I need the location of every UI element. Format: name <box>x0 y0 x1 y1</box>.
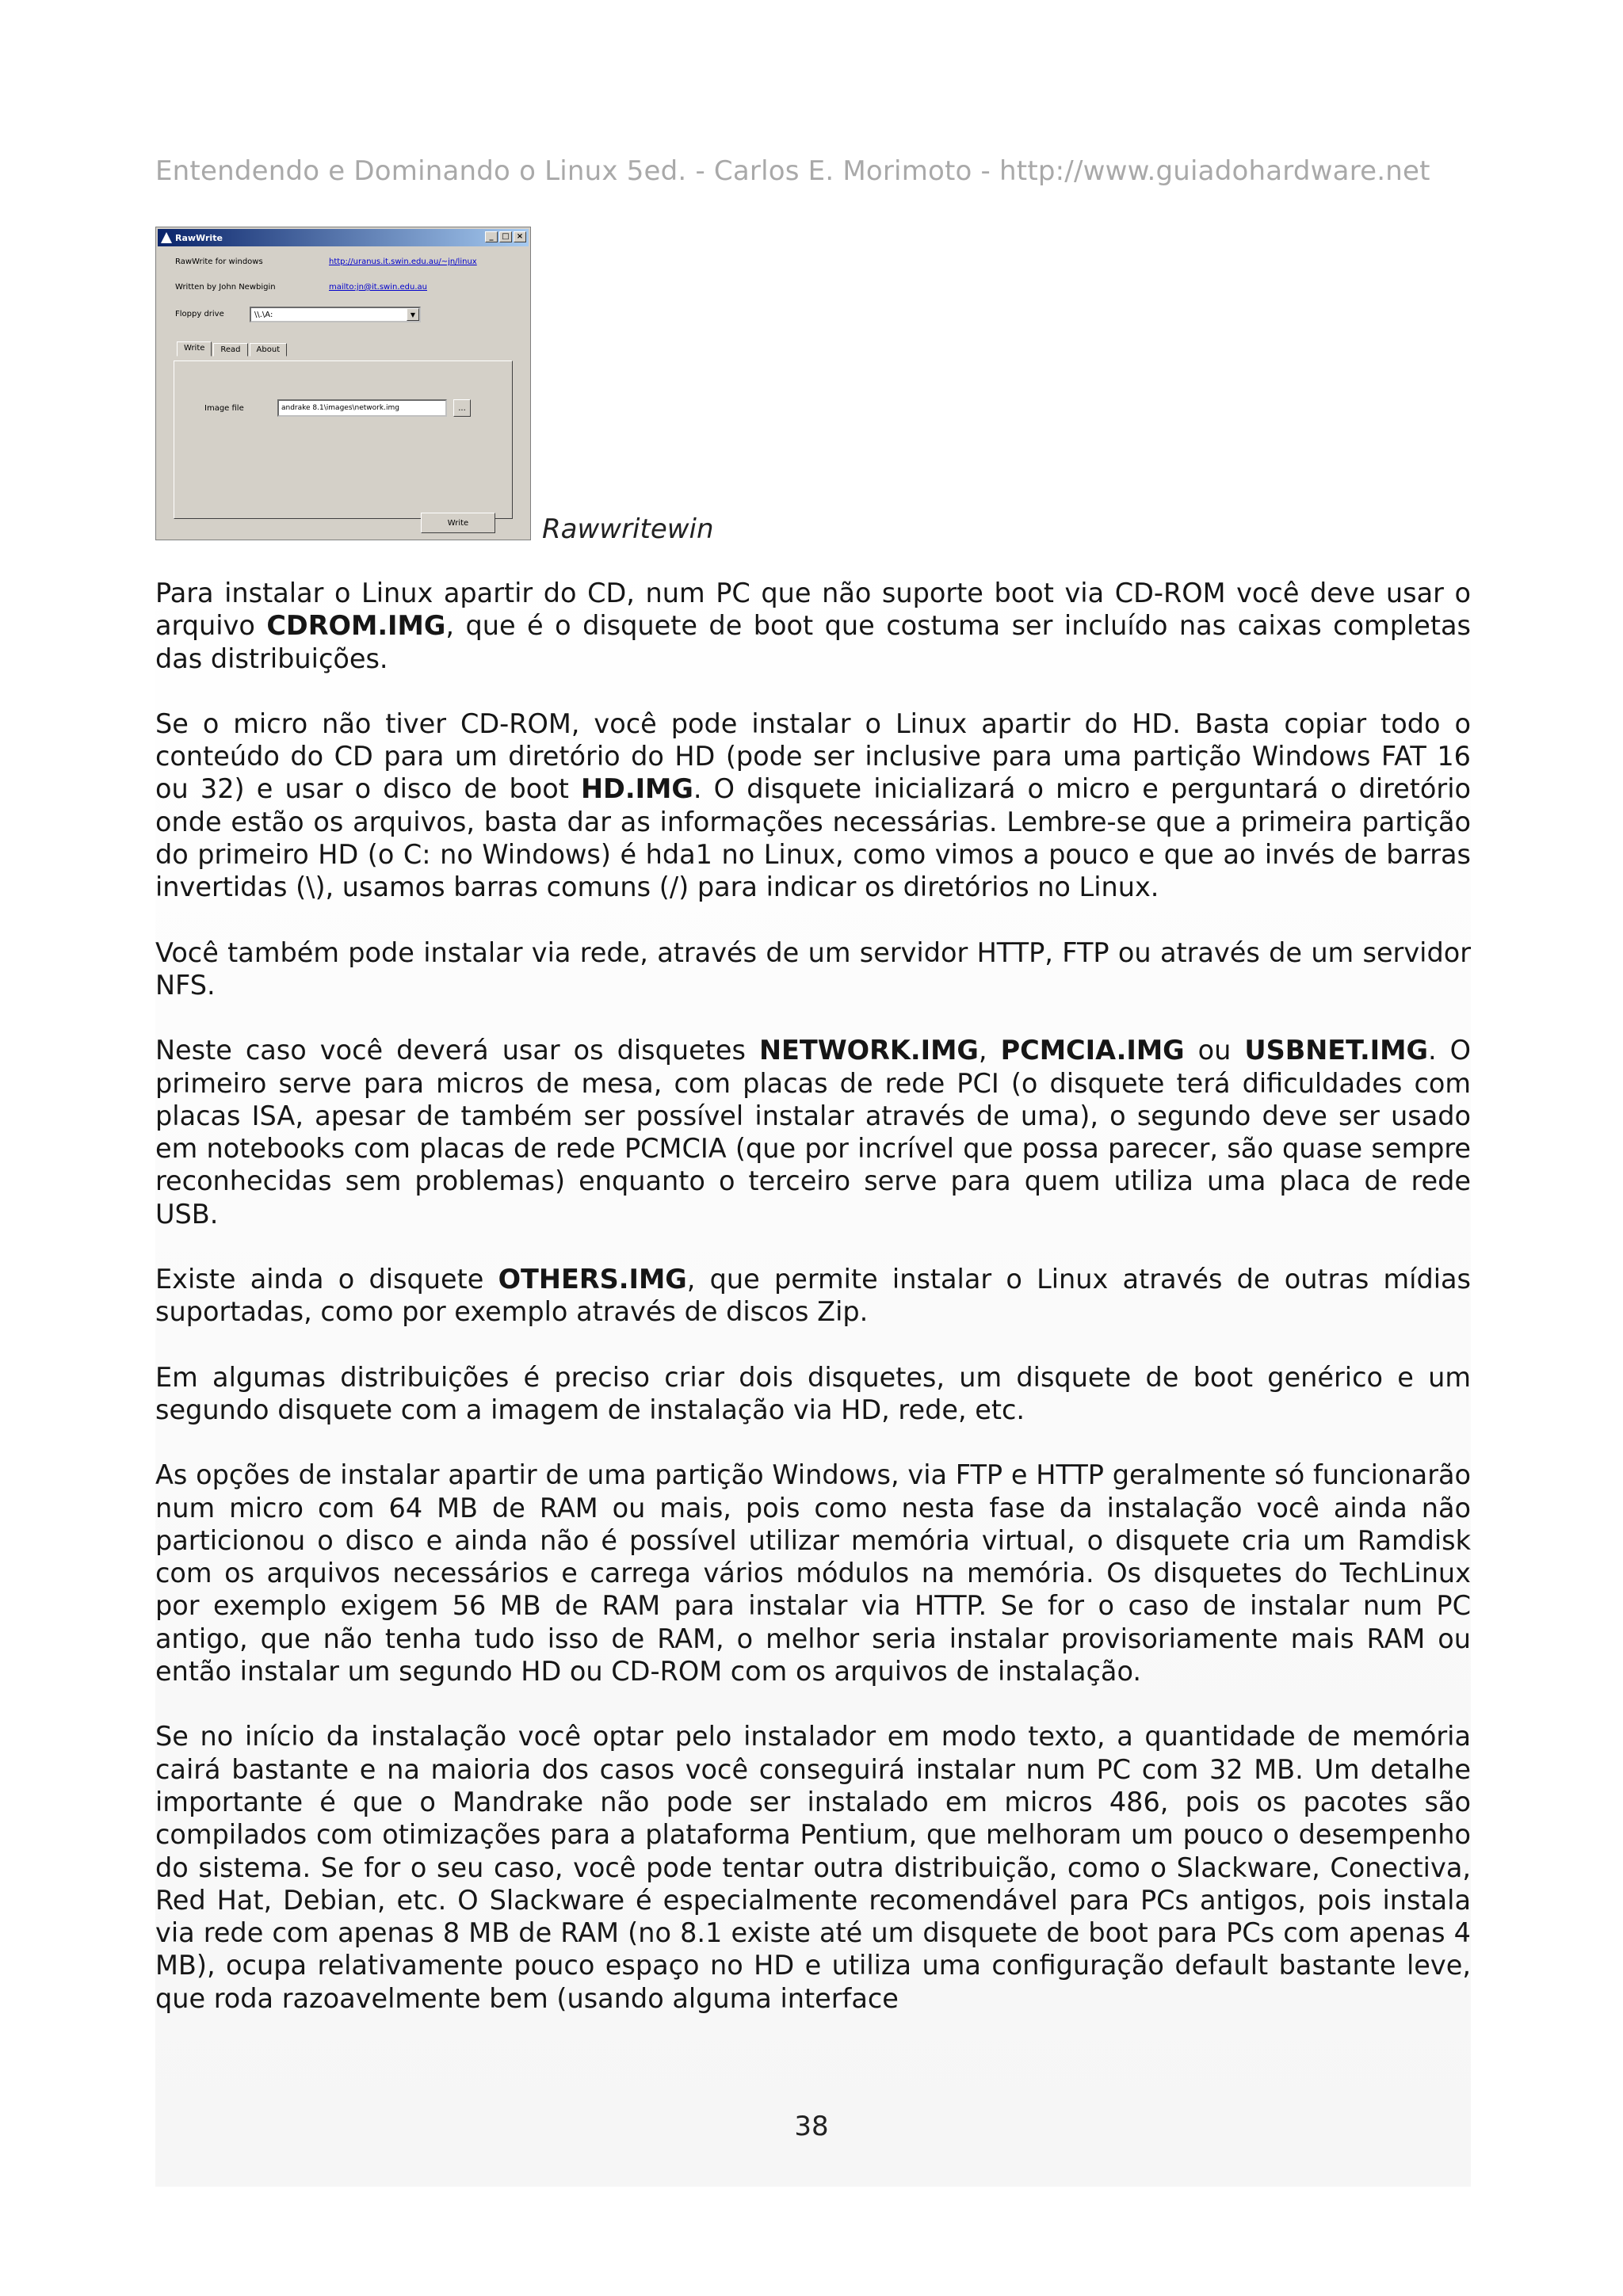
page-number: 38 <box>794 2111 829 2142</box>
tab-read: Read <box>213 343 247 357</box>
cdrom-img-term: CDROM.IMG <box>266 610 446 642</box>
pcmcia-img-term: PCMCIA.IMG <box>1000 1035 1185 1066</box>
window-title: RawWrite <box>175 232 223 243</box>
close-icon: × <box>514 231 526 242</box>
figure-caption: Rawwritewin <box>542 513 714 545</box>
others-img-term: OTHERS.IMG <box>498 1264 687 1295</box>
chevron-down-icon: ▼ <box>407 308 419 321</box>
browse-button: ... <box>453 399 471 417</box>
paragraph-2: Se o micro não tiver CD-ROM, você pode instalar o Linux apartir do HD. Basta copiar todo o conteúdo do CD para um diretório do HD (pode ser inclusive para uma partição Windows FAT 16 ou 32) e usar o disco de boot HD.IMG. O disquete inicializará o micro e perguntará o diretório onde estão os arquivos, basta dar as informações necessárias. Lembre-se que a primeira partição do primeiro HD (o C: no Windows) é hda1 no Linux, como vimos a pouco e que ao invés de barras invertidas (\), usamos barras comuns (/) para indicar os diretórios no Linux. <box>155 707 1471 903</box>
tab-strip <box>177 343 288 357</box>
email-link: mailto:jn@it.swin.edu.au <box>329 283 427 292</box>
tab-about: About <box>250 343 288 357</box>
write-tab-panel <box>174 360 513 519</box>
network-img-term: NETWORK.IMG <box>758 1035 979 1066</box>
app-icon <box>161 232 172 243</box>
floppy-drive-value: \\.\A: <box>254 310 273 319</box>
window-titlebar <box>158 229 529 246</box>
paragraph-1: Para instalar o Linux apartir do CD, num PC que não suporte boot via CD-ROM você deve usar o arquivo CDROM.IMG, que é o disquete de boot que costuma ser incluído nas caixas completas das distribuições. <box>155 578 1471 674</box>
homepage-link: http://uranus.it.swin.edu.au/~jn/linux <box>329 257 477 266</box>
paragraph-4: Neste caso você deverá usar os disquetes NETWORK.IMG, PCMCIA.IMG ou USBNET.IMG. O primeiro serve para micros de mesa, com placas de rede PCI (o disquete terá dificuldades com placas ISA, apesar de também ser possível instalar através de uma), o segundo deve ser usado em notebooks com placas de rede PCMCIA (que por incrível que possa parecer, são quase sempre reconhecidas sem problemas) enquanto o terceiro serve para quem utiliza uma placa de rede USB. <box>155 1035 1471 1230</box>
app-name-label: RawWrite for windows <box>175 257 263 266</box>
image-file-input: andrake 8.1\images\network.img <box>277 399 447 417</box>
minimize-icon: _ <box>485 231 498 242</box>
maximize-icon: □ <box>499 231 512 242</box>
usbnet-img-term: USBNET.IMG <box>1244 1035 1428 1066</box>
window-controls <box>485 231 526 242</box>
image-file-label: Image file <box>204 404 244 413</box>
body-text <box>155 577 1471 2015</box>
author-label: Written by John Newbigin <box>175 283 276 292</box>
rawwrite-screenshot <box>155 227 531 540</box>
running-header: Entendendo e Dominando o Linux 5ed. - Carlos E. Morimoto - http://www.guiadohardware.net <box>155 155 1430 187</box>
paragraph-5: Existe ainda o disquete OTHERS.IMG, que permite instalar o Linux através de outras mídias suportadas, como por exemplo através de discos Zip. <box>155 1264 1472 1328</box>
paragraph-8: Se no início da instalação você optar pelo instalador em modo texto, a quantidade de memória cairá bastante e na maioria dos casos você conseguirá instalar num PC com 32 MB. Um detalhe importante é que o Mandrake não pode ser instalado em micros 486, pois os pacotes são compilados com otimizações para a plataforma Pentium, que melhoram um pouco o desempenho do sistema. Se for o seu caso, você pode tentar outra distribuição, como o Slackware, Conectiva, Red Hat, Debian, etc. O Slackware é especialmente recomendável para PCs antigos, pois instala via rede com apenas 8 MB de RAM (no 8.1 existe até um disquete de boot para PCs com apenas 4 MB), ocupa relativamente pouco espaço no HD e utiliza uma configuração default bastante leve, que roda razoavelmente bem (usando alguma interface <box>155 1721 1471 2014</box>
paragraph-3: Você também pode instalar via rede, através de um servidor HTTP, FTP ou através de um servidor NFS. <box>155 936 1471 1001</box>
paragraph-7: As opções de instalar apartir de uma partição Windows, via FTP e HTTP geralmente só funcionarão num micro com 64 MB de RAM ou mais, pois como nesta fase da instalação você ainda não particionou o disco e ainda não é possível utilizar memória virtual, o disquete cria um Ramdisk com os arquivos necessários e carrega vários módulos na memória. Os disquetes do TechLinux por exemplo exigem 56 MB de RAM para instalar via HTTP. Se for o caso de instalar num PC antigo, que não tenha tudo isso de RAM, o melhor seria instalar provisoriamente mais RAM ou então instalar um segundo HD ou CD-ROM com os arquivos de instalação. <box>155 1459 1471 1688</box>
write-button: Write <box>421 513 495 533</box>
floppy-drive-select <box>250 307 421 322</box>
floppy-drive-label: Floppy drive <box>175 310 224 318</box>
hd-img-term: HD.IMG <box>581 773 693 805</box>
tab-write: Write <box>177 341 212 357</box>
paragraph-6: Em algumas distribuições é preciso criar dois disquetes, um disquete de boot genérico e um segundo disquete com a imagem de instalação via HD, rede, etc. <box>155 1361 1471 1425</box>
